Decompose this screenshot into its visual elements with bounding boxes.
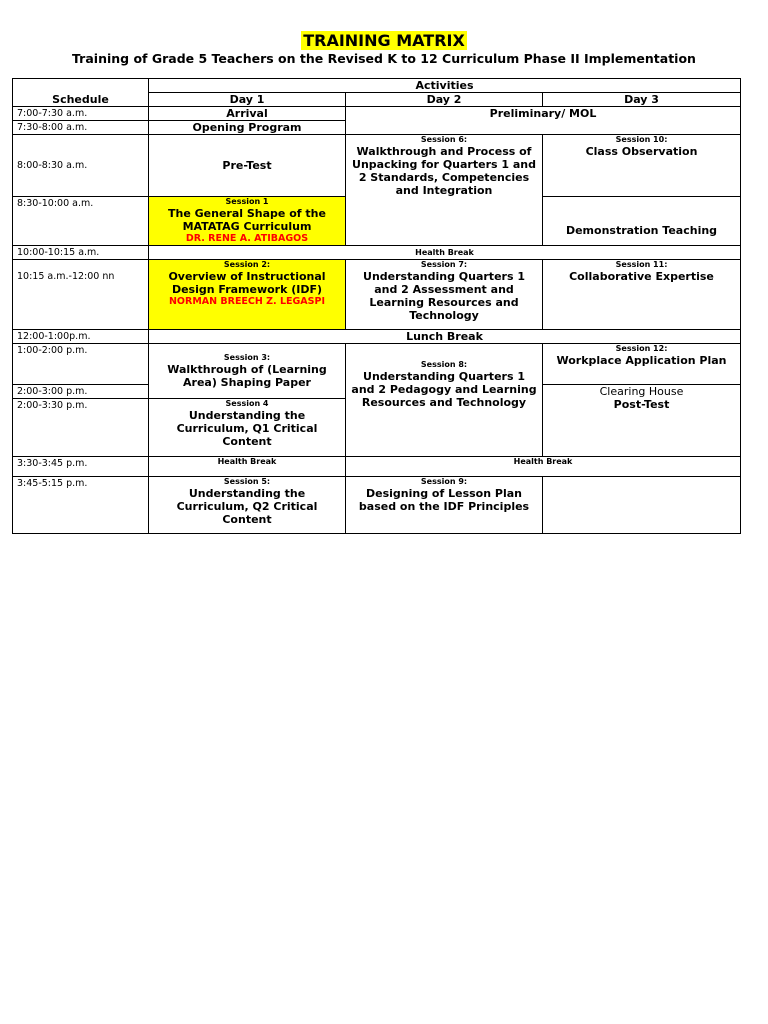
time-slot: 10:15 a.m.-12:00 nn bbox=[13, 260, 149, 330]
time-slot: 7:30-8:00 a.m. bbox=[13, 121, 149, 135]
break-label: Health Break bbox=[217, 457, 277, 466]
time-slot: 7:00-7:30 a.m. bbox=[13, 107, 149, 121]
health-break-pm-day1 bbox=[149, 457, 346, 477]
post-test: Post-Test bbox=[613, 398, 670, 411]
session-label: Session 10: bbox=[615, 135, 668, 144]
speaker-name: NORMAN BREECH Z. LEGASPI bbox=[168, 296, 325, 307]
time-slot: 10:00-10:15 a.m. bbox=[13, 246, 149, 260]
day2-session8 bbox=[346, 344, 543, 457]
day3-clearing-posttest bbox=[543, 385, 741, 457]
session-title: Walkthrough and Process of Unpacking for Quarters 1 and 2 Standards, Competencies and Integration bbox=[352, 145, 536, 197]
session-title: The General Shape of the MATATAG Curriculum bbox=[168, 207, 326, 233]
time-slot: 12:00-1:00p.m. bbox=[13, 330, 149, 344]
day1-session3 bbox=[149, 344, 346, 399]
day2-session6 bbox=[346, 135, 543, 246]
time-slot: 1:00-2:00 p.m. bbox=[13, 344, 149, 385]
clearing-house: Clearing House bbox=[599, 385, 684, 398]
time-slot: 2:00-3:00 p.m. bbox=[13, 385, 149, 399]
session-label: Session 11: bbox=[615, 260, 668, 269]
health-break-am bbox=[149, 246, 741, 260]
page-title: TRAINING MATRIX bbox=[303, 31, 465, 50]
session-title: Understanding Quarters 1 and 2 Assessment and Learning Resources and Technology bbox=[363, 270, 525, 322]
day1-session1 bbox=[149, 197, 346, 246]
preliminary-mol bbox=[346, 107, 741, 135]
day1-header: Day 1 bbox=[149, 93, 346, 107]
health-break-pm-day2-3 bbox=[346, 457, 741, 477]
day1-session5 bbox=[149, 477, 346, 534]
day2-session9 bbox=[346, 477, 543, 534]
session-title: Workplace Application Plan bbox=[556, 354, 727, 367]
session-title: Designing of Lesson Plan based on the IDF Principles bbox=[358, 487, 530, 513]
time-slot: 8:30-10:00 a.m. bbox=[13, 197, 149, 246]
session-title: Understanding the Curriculum, Q1 Critical Content bbox=[176, 409, 318, 448]
day1-opening-program: Opening Program bbox=[149, 121, 346, 135]
session-label: Session 2: bbox=[223, 260, 271, 269]
break-label: Health Break bbox=[513, 457, 573, 466]
preliminary-label: Preliminary/ MOL bbox=[489, 107, 597, 120]
session-label: Session 9: bbox=[420, 477, 468, 486]
speaker-name: DR. RENE A. ATIBAGOS bbox=[185, 233, 309, 244]
day1-session4 bbox=[149, 399, 346, 457]
day3-session12 bbox=[543, 344, 741, 385]
time-slot: 3:30-3:45 p.m. bbox=[13, 457, 149, 477]
session-label: Session 12: bbox=[615, 344, 668, 353]
session-title: Class Observation bbox=[585, 145, 698, 158]
lunch-break: Lunch Break bbox=[149, 330, 741, 344]
day1-session2 bbox=[149, 260, 346, 330]
page-subtitle: Training of Grade 5 Teachers on the Revised K to 12 Curriculum Phase II Implementation bbox=[72, 51, 696, 66]
break-label: Health Break bbox=[415, 247, 474, 257]
session-label: Session 6: bbox=[420, 135, 468, 144]
day1-arrival: Arrival bbox=[149, 107, 346, 121]
day1-pretest: Pre-Test bbox=[149, 135, 346, 197]
session-label: Session 5: bbox=[223, 477, 271, 486]
training-matrix-table bbox=[12, 78, 741, 534]
session-title: Collaborative Expertise bbox=[569, 270, 714, 283]
session-label: Session 8: bbox=[420, 360, 468, 369]
schedule-header: Schedule bbox=[13, 79, 149, 107]
day2-header: Day 2 bbox=[346, 93, 543, 107]
day3-header: Day 3 bbox=[543, 93, 741, 107]
session-title: Understanding the Curriculum, Q2 Critical Content bbox=[176, 487, 318, 526]
day2-session7 bbox=[346, 260, 543, 330]
session-label: Session 1 bbox=[225, 197, 269, 206]
time-slot: 2:00-3:30 p.m. bbox=[13, 399, 149, 457]
session-label: Session 4 bbox=[225, 399, 269, 408]
activities-header: Activities bbox=[149, 79, 741, 93]
session-title: Overview of Instructional Design Framework (IDF) bbox=[168, 270, 326, 296]
time-slot: 3:45-5:15 p.m. bbox=[13, 477, 149, 534]
session-title: Understanding Quarters 1 and 2 Pedagogy and Learning Resources and Technology bbox=[351, 370, 537, 409]
day3-session10 bbox=[543, 135, 741, 197]
session-label: Session 7: bbox=[420, 260, 468, 269]
session-title: Walkthrough of (Learning Area) Shaping Paper bbox=[167, 363, 327, 389]
day3-empty-cell bbox=[543, 477, 741, 534]
session-label: Session 3: bbox=[223, 353, 271, 362]
day3-session11 bbox=[543, 260, 741, 330]
day3-demonstration-teaching: Demonstration Teaching bbox=[543, 197, 741, 246]
time-slot: 8:00-8:30 a.m. bbox=[13, 135, 149, 197]
